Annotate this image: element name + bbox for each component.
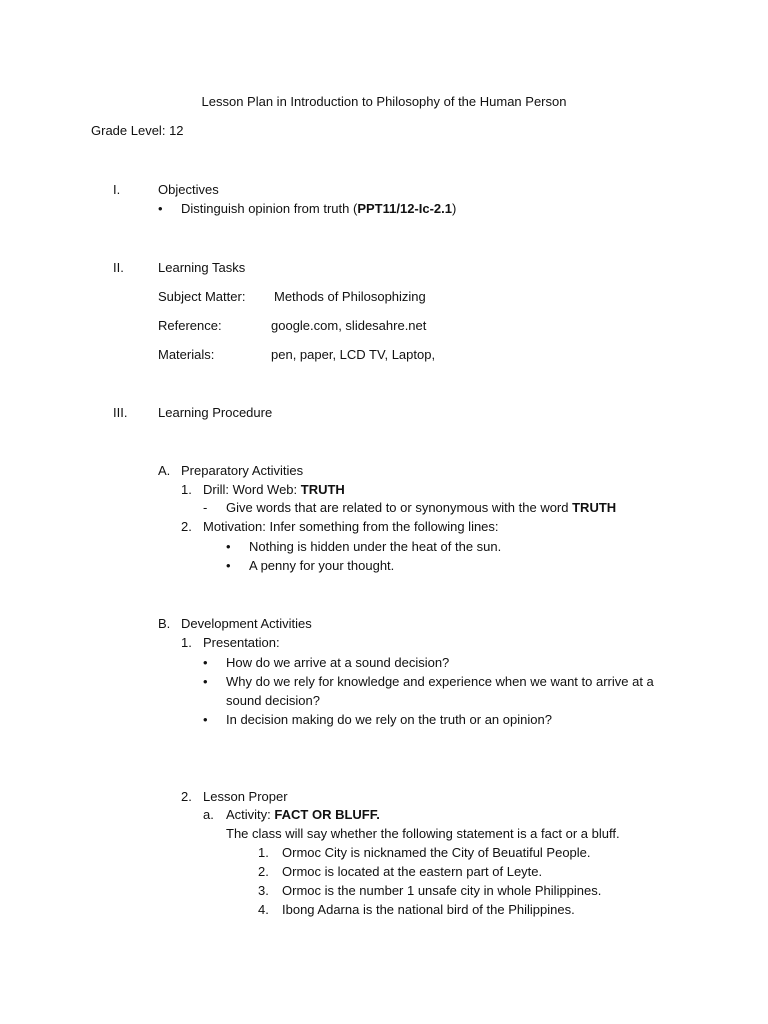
page-title: Lesson Plan in Introduction to Philosophy of the Human Person — [201, 94, 567, 109]
section-ii-heading: Learning Tasks — [158, 260, 246, 275]
lesson-proper-label: Lesson Proper — [203, 789, 288, 804]
bullet-icon: • — [226, 558, 231, 573]
reference-value: google.com, slidesahre.net — [271, 318, 427, 333]
presentation-question-1: How do we arrive at a sound decision? — [226, 655, 450, 670]
presentation-question-3: In decision making do we rely on the truth or an opinion? — [226, 712, 552, 727]
objective-paren-open: ( — [352, 201, 358, 216]
grade-level — [91, 123, 184, 139]
motivation-line-1: Nothing is hidden under the heat of the sun. — [249, 539, 502, 554]
drill-bold: TRUTH — [300, 482, 345, 497]
drill-sub-item — [226, 500, 616, 516]
presentation-question-2-cont: sound decision? — [226, 693, 320, 708]
bullet-icon: • — [226, 539, 231, 554]
drill-sub-bold: TRUTH — [572, 500, 617, 515]
bullet-icon: • — [203, 674, 208, 689]
subsection-a-letter: A. — [158, 463, 171, 478]
statement-3: Ormoc is the number 1 unsafe city in whole Philippines. — [282, 883, 602, 898]
activity-instruction: The class will say whether the following statement is a fact or a bluff. — [226, 826, 620, 841]
section-ii-numeral: II. — [113, 260, 124, 275]
subject-matter-label: Subject Matter: — [158, 289, 246, 304]
presentation-number: 1. — [181, 635, 192, 650]
section-iii-heading: Learning Procedure — [158, 405, 273, 420]
section-i-numeral: I. — [113, 182, 121, 197]
activity-letter: a. — [203, 807, 214, 822]
statement-4: Ibong Adarna is the national bird of the Philippines. — [282, 902, 575, 917]
subsection-b-letter: B. — [158, 616, 171, 631]
dash-icon: - — [203, 500, 208, 515]
activity-name: FACT OR BLUFF. — [274, 807, 380, 822]
subsection-a-heading: Preparatory Activities — [181, 463, 304, 478]
objective-text: Distinguish opinion from truth — [181, 201, 353, 216]
materials-value: pen, paper, LCD TV, Laptop, — [271, 347, 436, 362]
lesson-proper-number: 2. — [181, 789, 192, 804]
section-iii-numeral: III. — [113, 405, 128, 420]
subject-matter-value: Methods of Philosophizing — [274, 289, 426, 304]
activity-label: Activity: — [226, 807, 275, 822]
statement-2: Ormoc is located at the eastern part of Leyte. — [282, 864, 543, 879]
grade-level-label: Grade Level: — [91, 123, 166, 138]
drill-sub-text: Give words that are related to or synonymous with the word — [226, 500, 573, 515]
bullet-icon: • — [158, 201, 163, 216]
statement-1: Ormoc City is nicknamed the City of Beuatiful People. — [282, 845, 591, 860]
subsection-b-heading: Development Activities — [181, 616, 312, 631]
motivation-line-2: A penny for your thought. — [249, 558, 395, 573]
bullet-icon: • — [203, 712, 208, 727]
motivation-text: Motivation: Infer something from the following lines: — [203, 519, 499, 534]
section-i-heading: Objectives — [158, 182, 219, 197]
drill-text: Word Web: — [232, 482, 301, 497]
objective-code: PPT11/12-Ic-2.1 — [357, 201, 452, 216]
objective-paren-close: ) — [452, 201, 457, 216]
motivation-number: 2. — [181, 519, 192, 534]
objective-item — [181, 201, 456, 217]
drill-number: 1. — [181, 482, 192, 497]
statement-number-1: 1. — [258, 845, 269, 860]
drill-item — [203, 482, 345, 498]
statement-number-3: 3. — [258, 883, 269, 898]
statement-number-4: 4. — [258, 902, 269, 917]
drill-label: Drill: — [203, 482, 233, 497]
presentation-question-2: Why do we rely for knowledge and experience when we want to arrive at a — [226, 674, 654, 689]
statement-number-2: 2. — [258, 864, 269, 879]
reference-label: Reference: — [158, 318, 222, 333]
presentation-label: Presentation: — [203, 635, 280, 650]
grade-level-value: 12 — [169, 123, 184, 138]
bullet-icon: • — [203, 655, 208, 670]
activity-item — [226, 807, 380, 823]
materials-label: Materials: — [158, 347, 215, 362]
